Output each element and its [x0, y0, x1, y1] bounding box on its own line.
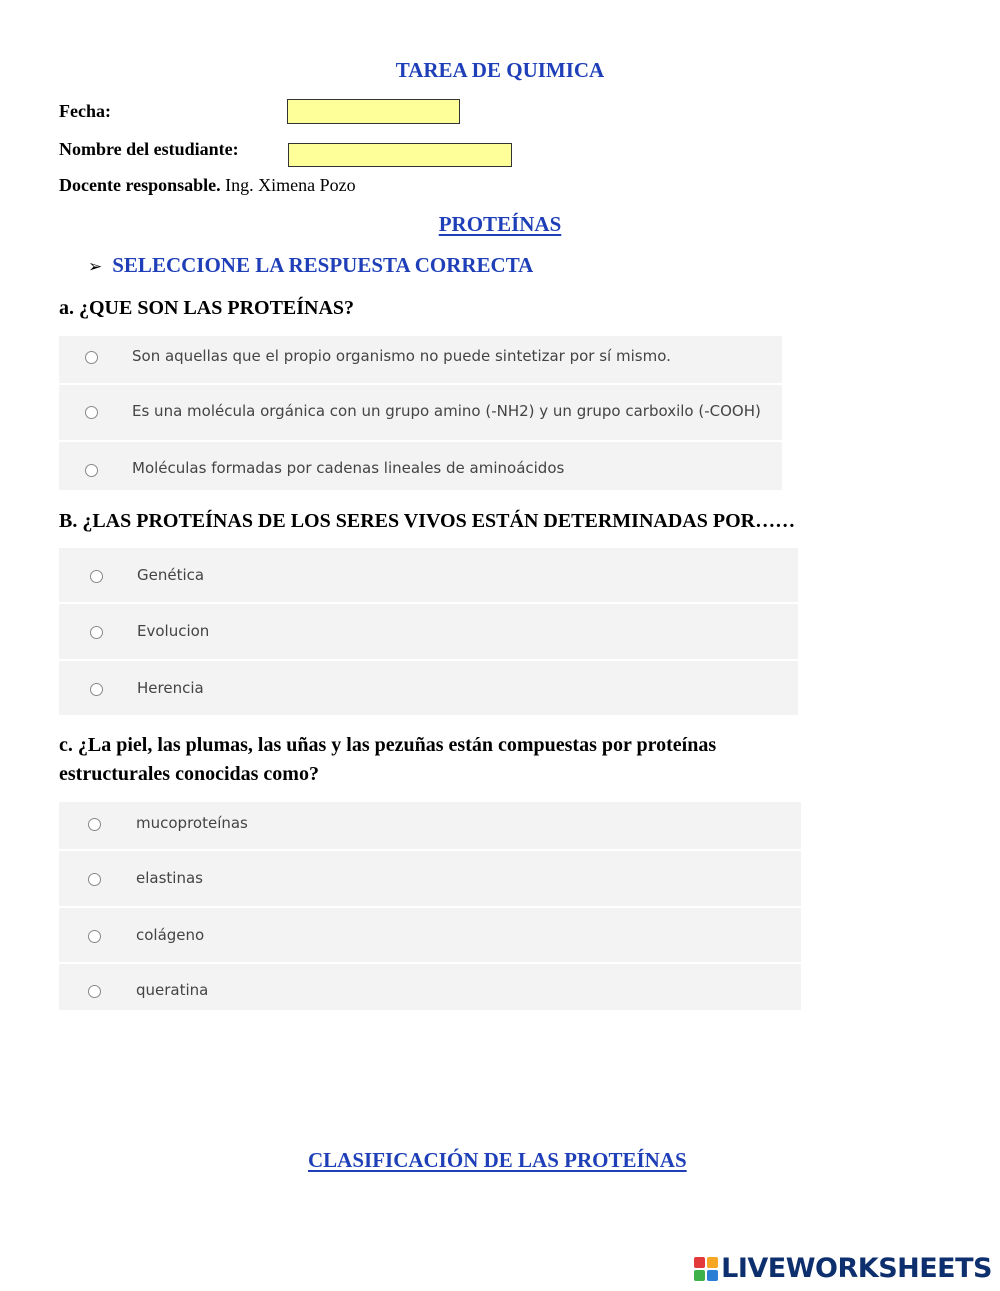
logo-mark-icon — [694, 1257, 718, 1281]
question-c — [59, 731, 959, 789]
option-label: Herencia — [137, 679, 204, 697]
page-title: TAREA DE QUIMICA — [395, 58, 605, 82]
question-c-options — [59, 802, 801, 1010]
radio-button-icon[interactable] — [88, 930, 101, 943]
teacher-name: Ing. Ximena Pozo — [225, 175, 356, 195]
option-a-1[interactable] — [59, 336, 782, 385]
option-a-2[interactable] — [59, 385, 782, 442]
option-c-4[interactable] — [59, 964, 801, 1010]
option-label: elastinas — [136, 869, 203, 887]
student-name-label: Nombre del estudiante: — [59, 139, 239, 159]
question-b-options — [59, 548, 798, 717]
radio-button-icon[interactable] — [85, 351, 98, 364]
section-heading-text: PROTEÍNAS — [438, 212, 562, 236]
option-label: Evolucion — [137, 622, 210, 640]
date-label: Fecha: — [59, 101, 111, 121]
question-c-line-2: estructurales conocidas como? — [59, 763, 319, 785]
option-b-3[interactable] — [59, 661, 798, 717]
instruction-text: SELECCIONE LA RESPUESTA CORRECTA — [112, 253, 534, 277]
liveworksheets-logo — [694, 1253, 992, 1284]
option-label: Son aquellas que el propio organismo no puede sintetizar por sí mismo. — [132, 347, 671, 365]
logo-block-v — [694, 1270, 705, 1281]
section-heading-clasificacion: CLASIFICACIÓN DE LAS PROTEÍNAS — [308, 1148, 687, 1172]
date-field[interactable] — [287, 99, 460, 124]
radio-button-icon[interactable] — [85, 464, 98, 477]
question-a-options — [59, 336, 782, 492]
logo-block-l — [694, 1257, 705, 1268]
section-heading-proteinas — [0, 212, 1000, 237]
option-c-2[interactable] — [59, 851, 801, 908]
instruction — [88, 253, 533, 278]
option-label: mucoproteínas — [136, 814, 248, 832]
radio-button-icon[interactable] — [90, 626, 103, 639]
option-b-2[interactable] — [59, 604, 798, 661]
radio-button-icon[interactable] — [88, 985, 101, 998]
option-label: Genética — [137, 566, 205, 584]
option-label: colágeno — [136, 926, 205, 944]
option-a-3[interactable] — [59, 442, 782, 492]
student-name-field[interactable] — [288, 143, 512, 167]
arrow-bullet-icon: ➢ — [88, 257, 103, 277]
question-c-line-1: c. ¿La piel, las plumas, las uñas y las pezuñas están compuestas por proteínas — [59, 734, 717, 756]
logo-text: LIVEWORKSHEETS — [721, 1253, 992, 1284]
option-label: Moléculas formadas por cadenas lineales de aminoácidos — [132, 459, 565, 477]
option-label: queratina — [136, 981, 209, 999]
radio-button-icon[interactable] — [90, 683, 103, 696]
option-c-1[interactable] — [59, 802, 801, 851]
radio-button-icon[interactable] — [85, 406, 98, 419]
question-b: B. ¿LAS PROTEÍNAS DE LOS SERES VIVOS ESTÁN DETERMINADAS POR…… — [59, 510, 796, 532]
teacher-line — [59, 175, 356, 196]
option-b-1[interactable] — [59, 548, 798, 604]
teacher-label: Docente responsable. — [59, 175, 221, 195]
radio-button-icon[interactable] — [88, 873, 101, 886]
radio-button-icon[interactable] — [90, 570, 103, 583]
question-a: a. ¿QUE SON LAS PROTEÍNAS? — [59, 297, 355, 319]
option-label: Es una molécula orgánica con un grupo amino (-NH2) y un grupo carboxilo (-COOH) — [132, 402, 761, 420]
radio-button-icon[interactable] — [88, 818, 101, 831]
option-c-3[interactable] — [59, 908, 801, 964]
logo-block-i — [707, 1257, 718, 1268]
logo-block-e — [707, 1270, 718, 1281]
